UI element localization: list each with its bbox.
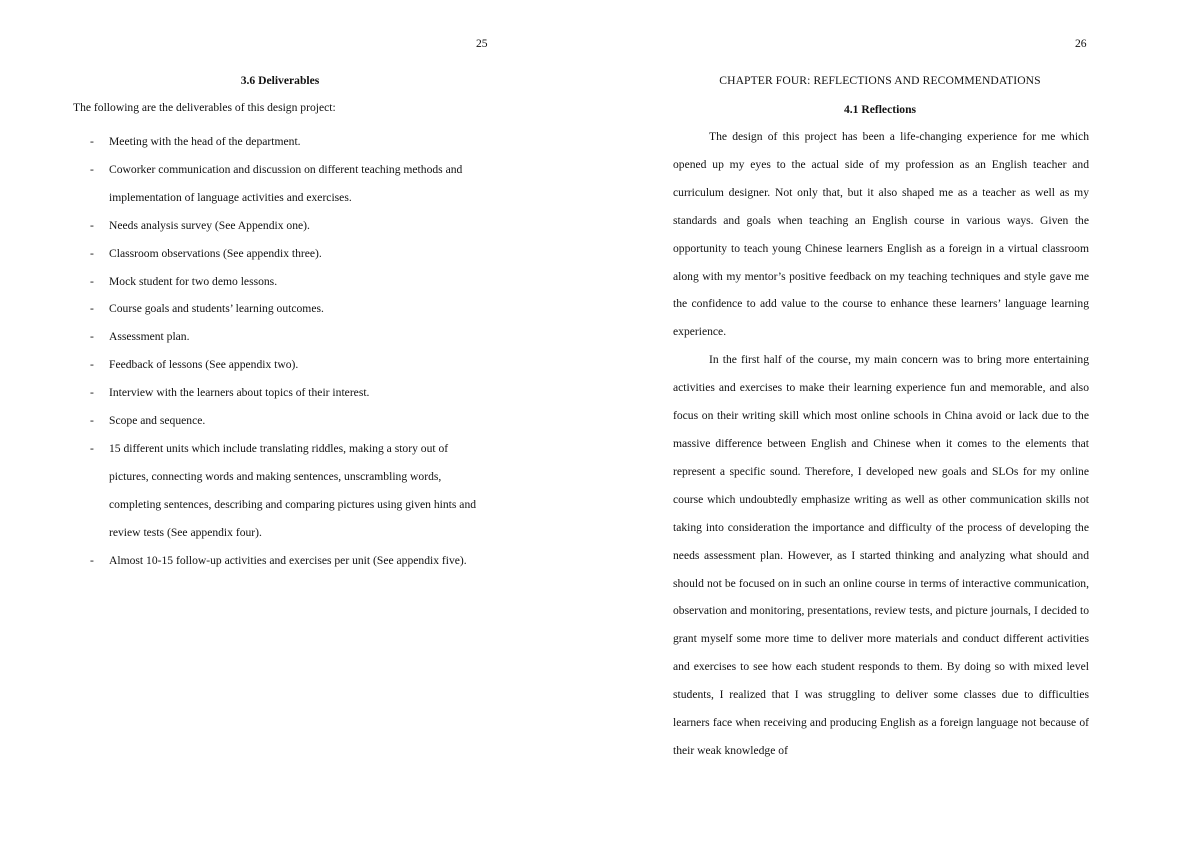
list-item: - 15 different units which include translating riddles, making a story out of pictures, connecting words and making sentences, unscrambling words, completing sentences, describing and comparing pictures using given hints and review tests (See appendix four). [0, 435, 489, 547]
bullet-dash: - [90, 358, 94, 372]
bullet-dash: - [90, 441, 94, 455]
bullet-dash: - [90, 135, 94, 148]
bullet-dash: - [90, 330, 94, 344]
section-heading-reflections: 4.1 Reflections [843, 103, 917, 116]
bullet-dash: - [90, 386, 94, 400]
deliverables-list [0, 128, 509, 575]
reflections-body [673, 123, 1089, 765]
bullet-dash: - [90, 274, 94, 288]
list-item: - Course goals and students’ learning outcomes. [0, 295, 489, 323]
paragraph: The design of this project has been a life-changing experience for me which opened up my eyes to the actual side of my profession as an English teacher and curriculum designer. Not only that, but it also shaped me as a teacher as well as my standards and goals when teaching an English course in various ways. Given the opportunity to teach young Chinese learners English as a foreign in a virtual classroom along with my mentor’s positive feedback on my teaching techniques and style gave me the confidence to add value to the course to enhance these learners’ language learning experience. [673, 130, 1089, 339]
list-item: - Meeting with the head of the department. [0, 128, 489, 156]
list-item: - Mock student for two demo lessons. [0, 268, 489, 296]
list-item: - Needs analysis survey (See Appendix one). [0, 212, 489, 240]
list-item: - Interview with the learners about topics of their interest. [0, 379, 489, 407]
list-item: - Coworker communication and discussion on different teaching methods and implementation of language activities and exercises. [0, 156, 489, 212]
bullet-dash: - [90, 162, 94, 176]
paragraph: In the first half of the course, my main concern was to bring more entertaining activities and exercises to make their learning experience fun and memorable, and also focus on their writing skill which most online schools in China avoid or lack due to the massive difference between English and Chinese when it comes to the elements that represent a specific sound. Therefore, I developed new goals and SLOs for my online course which undoubtedly emphasize writing as well as other communication skills not taking into consideration the importance and difficulty of the process of developing the needs assessment plan. However, as I started thinking and analyzing what should and should not be focused on in such an online course in terms of interactive communication, observation and monitoring, presentations, review tests, and picture journals, I decided to grant myself some more time to deliver more materials and conduct different activities and exercises to see how each student responds to them. By doing so with mixed level students, I realized that I was struggling to deliver some classes due to difficulties learners face when receiving and producing English as a foreign language not because of their weak knowledge of [673, 353, 1089, 757]
deliverables-intro: The following are the deliverables of this design project: [73, 101, 336, 114]
bullet-dash: - [90, 553, 94, 567]
list-item: - Almost 10-15 follow-up activities and exercises per unit (See appendix five). [0, 547, 509, 575]
page-number-left: 25 [476, 37, 488, 50]
section-heading-deliverables: 3.6 Deliverables [240, 74, 320, 87]
chapter-title: CHAPTER FOUR: REFLECTIONS AND RECOMMENDATIONS [719, 74, 1041, 87]
bullet-dash: - [90, 218, 94, 232]
list-item: - Classroom observations (See appendix three). [0, 240, 489, 268]
right-page [600, 0, 1200, 849]
bullet-dash: - [90, 414, 94, 428]
list-item: - Scope and sequence. [0, 407, 489, 435]
list-item: - Feedback of lessons (See appendix two). [0, 351, 489, 379]
bullet-dash: - [90, 302, 94, 316]
bullet-dash: - [90, 246, 94, 260]
page-number-right: 26 [1075, 37, 1087, 50]
list-item: - Assessment plan. [0, 323, 489, 351]
